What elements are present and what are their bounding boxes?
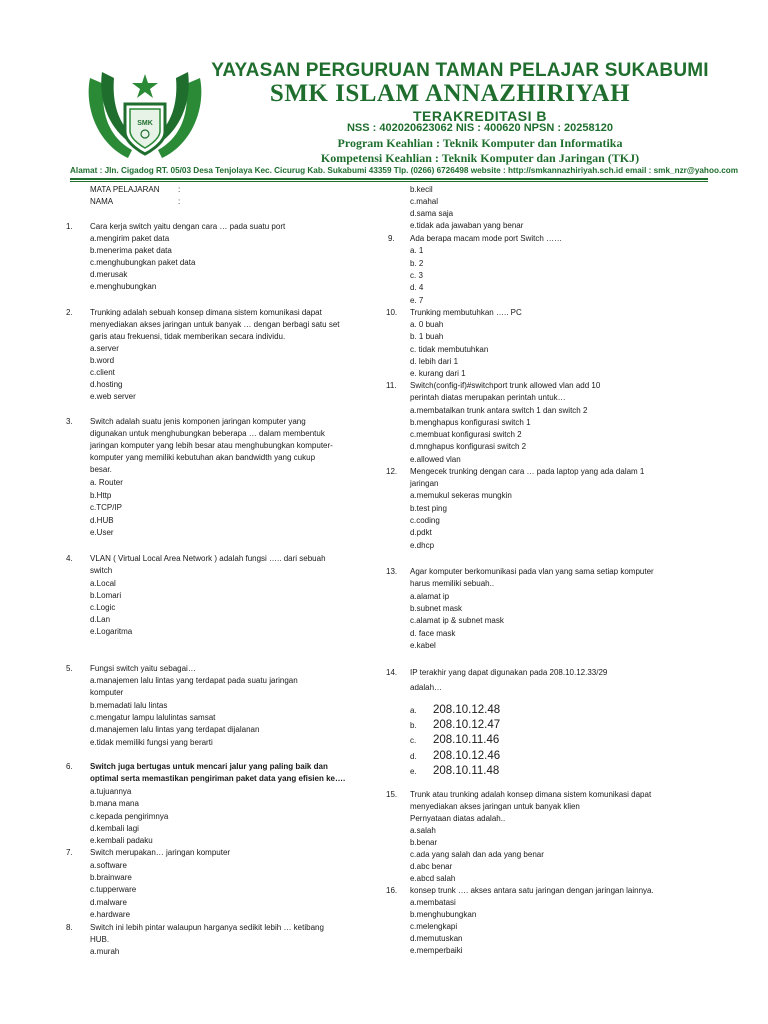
answer-option: c.ada yang salah dan ada yang benar <box>410 850 544 859</box>
answer-option: b.kecil <box>410 185 433 194</box>
answer-option: d. lebih dari 1 <box>410 357 459 366</box>
answer-option: e.kabel <box>410 641 436 650</box>
question-text: harus memiliki sebuah.. <box>410 579 495 588</box>
answer-option: c.melengkapi <box>410 922 458 931</box>
answer-option: c. 3 <box>410 271 423 280</box>
answer-option: c. tidak membutuhkan <box>410 345 489 354</box>
question-text: switch <box>90 566 113 575</box>
answer-option: d.hosting <box>90 380 123 389</box>
answer-option: e.allowed vlan <box>410 455 461 464</box>
answer-option: b.mana mana <box>90 799 139 808</box>
answer-option: c.Logic <box>90 603 116 612</box>
answer-option: d.Lan <box>90 615 111 624</box>
question-text: Fungsi switch yaitu sebagai… <box>90 664 196 673</box>
school-ids: NSS : 402020623062 NIS : 400620 NPSN : 20258120 <box>346 122 613 134</box>
answer-option: b.Lomari <box>90 591 122 600</box>
answer-option: c.TCP/IP <box>90 503 123 512</box>
question-number: 6. <box>66 762 73 771</box>
answer-option: 208.10.12.48 <box>433 704 501 716</box>
question-number: 12. <box>386 467 398 476</box>
answer-option: b.menerima paket data <box>90 246 172 255</box>
answer-option: b.memadati lalu lintas <box>90 701 168 710</box>
question-text: optimal serta memastikan pengiriman paket data yang efisien ke…. <box>90 774 346 783</box>
question-text: Trunking membutuhkan ….. PC <box>410 308 522 317</box>
answer-option: d.pdkt <box>410 528 432 537</box>
question-text: komputer yang memiliki kebutuhan akan bandwidth yang cukup <box>90 453 316 462</box>
question-number: 16. <box>386 886 398 895</box>
question-number: 11. <box>386 381 397 390</box>
question-number: 8. <box>66 923 73 932</box>
answer-option: d.abc benar <box>410 862 453 871</box>
answer-letter: d. <box>410 752 417 761</box>
answer-option: e.menghubungkan <box>90 282 157 291</box>
question-text: Switch ini lebih pintar walaupun harganya sedikit lebih … ketibang <box>90 923 324 932</box>
answer-option: a.alamat ip <box>410 592 450 601</box>
answer-option: a. 0 buah <box>410 320 444 329</box>
question-text: VLAN ( Virtual Local Area Network ) adalah fungsi ….. dari sebuah <box>90 554 326 563</box>
header-divider-thin <box>70 181 708 182</box>
answer-option: d.manajemen lalu lintas yang terdapat dijalanan <box>90 725 260 734</box>
answer-option: c.alamat ip & subnet mask <box>410 616 504 625</box>
answer-option: c.menghubungkan paket data <box>90 258 196 267</box>
answer-option: b. 2 <box>410 259 424 268</box>
question-number: 5. <box>66 664 73 673</box>
answer-option: c.coding <box>410 516 440 525</box>
subject-separator: : <box>178 185 181 194</box>
answer-option: 208.10.12.46 <box>433 750 501 762</box>
question-number: 4. <box>66 554 73 563</box>
question-number: 2. <box>66 308 73 317</box>
competency-expertise: Kompetensi Keahlian : Teknik Komputer dan Jaringan (TKJ) <box>320 151 640 165</box>
answer-option: a.manajemen lalu lintas yang terdapat pada suatu jaringan <box>90 676 298 685</box>
question-text: garis atau frekuensi, tidak memberikan secara individu. <box>90 332 286 341</box>
answer-option: a.murah <box>90 947 120 956</box>
foundation-name: YAYASAN PERGURUAN TAMAN PELAJAR SUKABUMI <box>211 60 709 81</box>
answer-option: c.mahal <box>410 197 439 206</box>
answer-option: d.sama saja <box>410 209 454 218</box>
answer-option: c.membuat konfigurasi switch 2 <box>410 430 522 439</box>
answer-option: d.HUB <box>90 516 114 525</box>
answer-option: e. kurang dari 1 <box>410 369 466 378</box>
answer-option: a. 1 <box>410 246 424 255</box>
answer-option: c.tupperware <box>90 885 137 894</box>
answer-option: b.benar <box>410 838 438 847</box>
answer-option: a.mengirim paket data <box>90 234 170 243</box>
question-text: menyediakan akses jaringan untuk banyak klien <box>410 802 580 811</box>
question-text: IP terakhir yang dapat digunakan pada 208.10.12.33/29 <box>410 668 608 677</box>
answer-option: e.kembali padaku <box>90 836 153 845</box>
answer-option: d.memutuskan <box>410 934 463 943</box>
question-text: Trunk atau trunking adalah konsep dimana sistem komunikasi dapat <box>410 790 652 799</box>
answer-option: a.memukul sekeras mungkin <box>410 491 512 500</box>
answer-option: 208.10.11.46 <box>433 734 500 746</box>
answer-option: e.Logaritma <box>90 627 133 636</box>
answer-option: c.kepada pengirimnya <box>90 812 169 821</box>
answer-option: b.subnet mask <box>410 604 463 613</box>
question-text: besar. <box>90 465 112 474</box>
question-text: digunakan untuk menghubungkan beberapa … dalam membentuk <box>90 429 325 438</box>
answer-option: e.web server <box>90 392 136 401</box>
question-number: 13. <box>386 567 398 576</box>
accreditation: TERAKREDITASI B <box>412 108 548 124</box>
question-text: Ada berapa macam mode port Switch …… <box>410 234 563 243</box>
answer-option: a.server <box>90 344 119 353</box>
answer-option: a.software <box>90 861 127 870</box>
answer-letter: a. <box>410 706 417 715</box>
question-number: 1. <box>66 222 73 231</box>
school-address: Alamat : Jln. Cigadog RT. 05/03 Desa Tenjolaya Kec. Cicurug Kab. Sukabumi 43359 Tlp. (0266) 6726498 website : http://smkannazhiriyah.sch.id email : smk_nzr@yahoo.com <box>70 166 739 175</box>
question-text: Switch(config-if)#switchport trunk allowed vlan add 10 <box>410 381 601 390</box>
answer-option: b.menghapus konfigurasi switch 1 <box>410 418 531 427</box>
answer-option: c.mengatur lampu lalulintas samsat <box>90 713 216 722</box>
question-text: Switch adalah suatu jenis komponen jaringan komputer yang <box>90 417 306 426</box>
answer-option: a.membatalkan trunk antara switch 1 dan switch 2 <box>410 406 588 415</box>
question-text: perintah diatas merupakan perintah untuk… <box>410 393 566 402</box>
answer-option: 208.10.11.48 <box>433 765 500 777</box>
question-text: Trunking adalah sebuah konsep dimana sistem komunikasi dapat <box>90 308 322 317</box>
question-text: jaringan <box>410 479 439 488</box>
question-text: adalah… <box>410 683 443 692</box>
question-text: Switch juga bertugas untuk mencari jalur yang paling baik dan <box>90 762 328 771</box>
answer-option: a.Local <box>90 579 116 588</box>
answer-option: c.client <box>90 368 115 377</box>
answer-option: e.tidak ada jawaban yang benar <box>410 221 524 230</box>
program-expertise: Program Keahlian : Teknik Komputer dan Informatika <box>337 136 623 150</box>
question-text: HUB. <box>90 935 110 944</box>
question-number: 14. <box>386 668 398 677</box>
answer-option: a. Router <box>90 478 123 487</box>
question-number: 7. <box>66 848 73 857</box>
question-text: Mengecek trunking dengan cara … pada laptop yang ada dalam 1 <box>410 467 645 476</box>
answer-option: b.test ping <box>410 504 447 513</box>
question-text: Switch merupakan… jaringan komputer <box>90 848 231 857</box>
answer-option: e.hardware <box>90 910 131 919</box>
answer-option: e.tidak memiliki fungsi yang berarti <box>90 738 213 747</box>
answer-option: e. 7 <box>410 296 424 305</box>
answer-option: e.dhcp <box>410 541 435 550</box>
answer-option: a.salah <box>410 826 436 835</box>
name-separator: : <box>178 197 181 206</box>
question-text: menyediakan akses jaringan untuk banyak … dengan berbagi satu set <box>90 320 340 329</box>
answer-option: b.brainware <box>90 873 132 882</box>
answer-option: d.mnghapus konfigurasi switch 2 <box>410 442 527 451</box>
answer-option: a.tujuannya <box>90 787 132 796</box>
answer-option: e.memperbaiki <box>410 946 463 955</box>
answer-option: b. 1 buah <box>410 332 444 341</box>
answer-option: d. face mask <box>410 629 456 638</box>
answer-option: a.membatasi <box>410 898 456 907</box>
question-number: 15. <box>386 790 398 799</box>
answer-option: komputer <box>90 688 124 697</box>
answer-option: d.malware <box>90 898 127 907</box>
question-text: Cara kerja switch yaitu dengan cara … pada suatu port <box>90 222 286 231</box>
school-name: SMK ISLAM ANNAZHIRIYAH <box>269 80 631 107</box>
answer-option: 208.10.12.47 <box>433 719 501 731</box>
question-text: Pernyataan diatas adalah.. <box>410 814 506 823</box>
logo-text: SMK <box>137 120 153 127</box>
question-text: Agar komputer berkomunikasi pada vlan yang sama setiap komputer <box>410 567 654 576</box>
answer-option: d. 4 <box>410 283 424 292</box>
question-number: 9. <box>388 234 395 243</box>
answer-option: e.User <box>90 528 114 537</box>
answer-option: d.kembali lagi <box>90 824 139 833</box>
question-number: 3. <box>66 417 73 426</box>
question-text: konsep trunk …. akses antara satu jaringan dengan jaringan lainnya. <box>410 886 654 895</box>
name-label: NAMA <box>90 197 114 206</box>
answer-letter: b. <box>410 721 417 730</box>
answer-option: b.menghubungkan <box>410 910 477 919</box>
answer-option: d.merusak <box>90 270 128 279</box>
answer-option: e.abcd salah <box>410 874 456 883</box>
answer-letter: c. <box>410 736 417 745</box>
question-text: jaringan komputer yang lebih besar atau menghubungkan komputer- <box>90 441 333 450</box>
answer-letter: e. <box>410 767 417 776</box>
header-divider <box>70 178 708 180</box>
question-number: 10. <box>386 308 398 317</box>
answer-option: b.word <box>90 356 115 365</box>
subject-label: MATA PELAJARAN <box>90 185 160 194</box>
answer-option: b.Http <box>90 491 112 500</box>
